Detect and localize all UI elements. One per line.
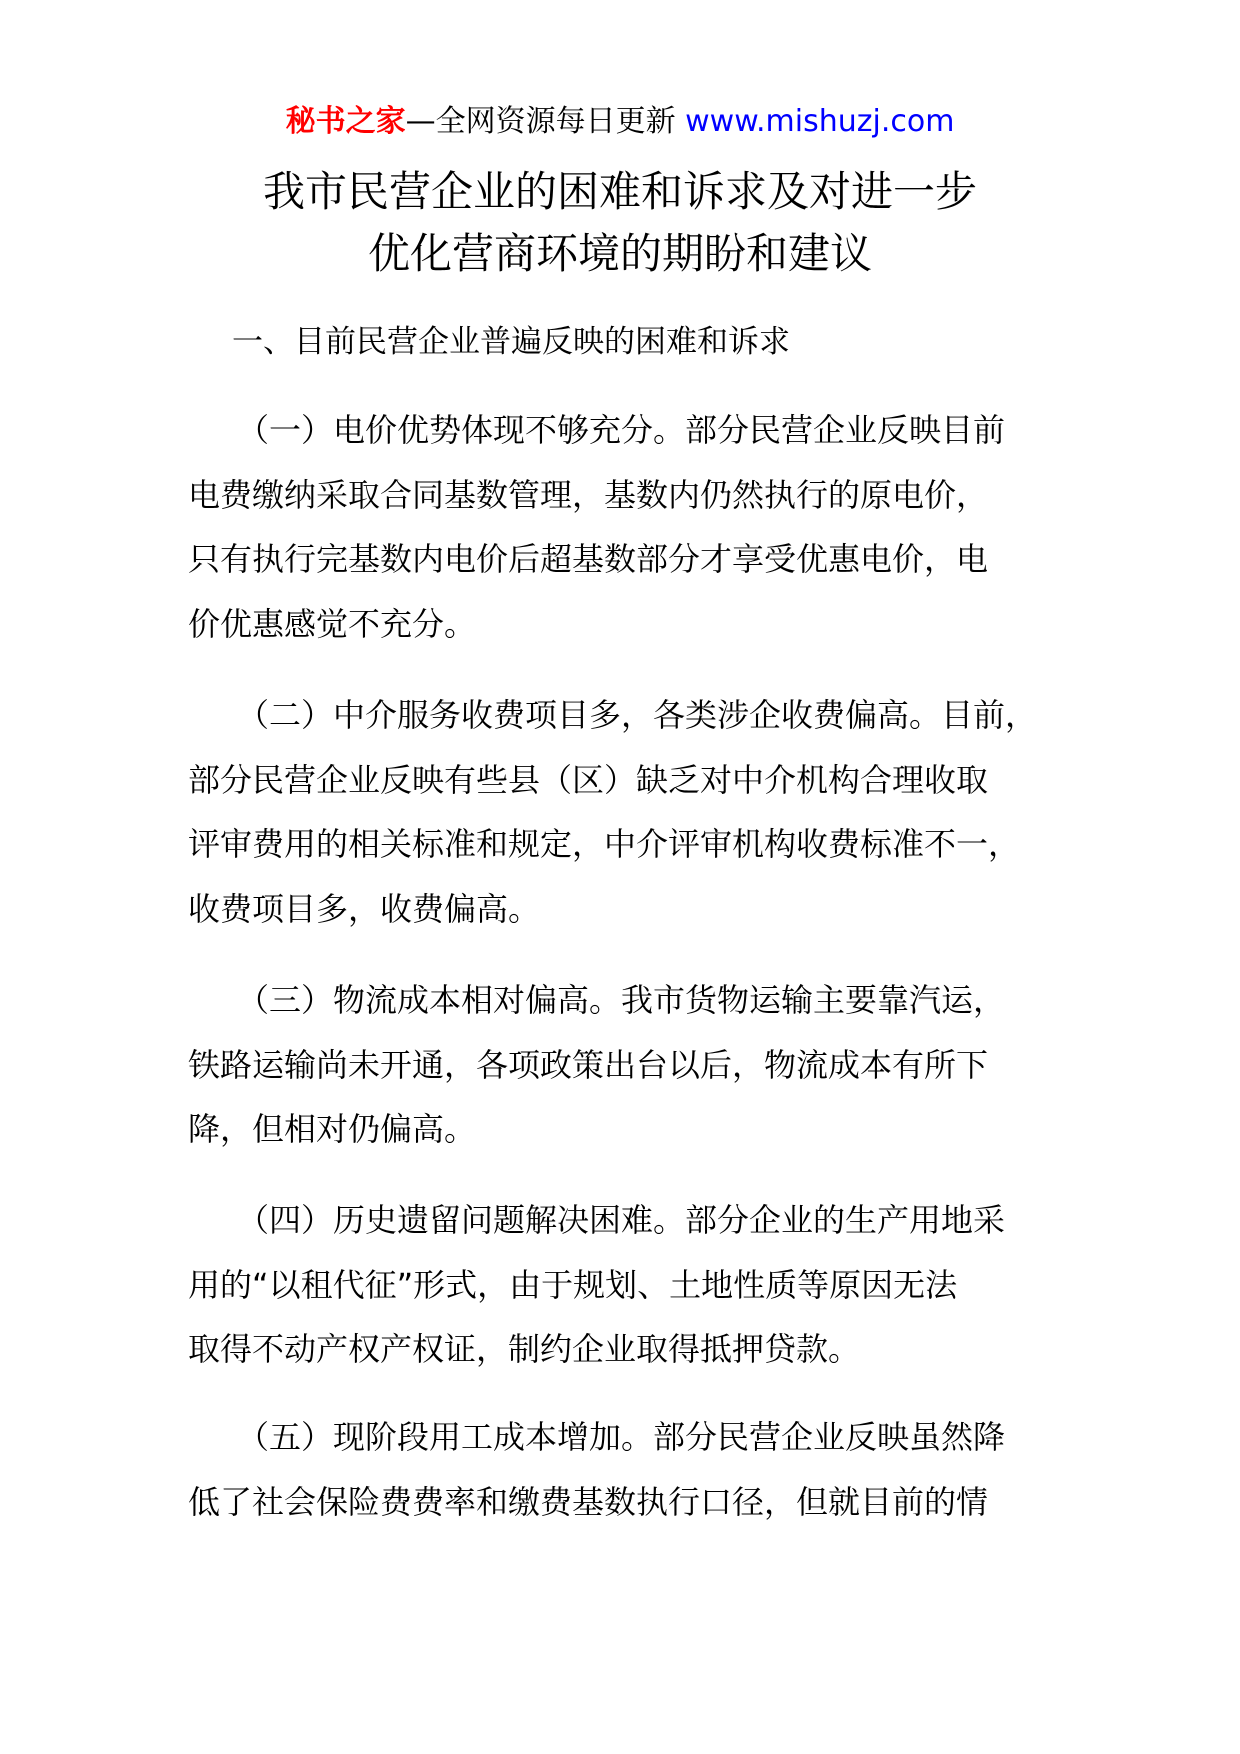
paragraph-line: （四）历史遗留问题解决困难。部分企业的生产用地采 bbox=[237, 1201, 1006, 1239]
paragraph-line: 电费缴纳采取合同基数管理，基数内仍然执行的原电价， bbox=[188, 475, 989, 514]
paragraph-line: 部分民营企业反映有些县（区）缺乏对中介机构合理收取 bbox=[188, 760, 989, 799]
paragraph-line: （三）物流成本相对偏高。我市货物运输主要靠汽运， bbox=[237, 981, 1006, 1019]
brand-name: 秘书之家 bbox=[285, 104, 406, 139]
site-url[interactable]: www.mishuzj.com bbox=[685, 104, 955, 139]
paragraph-line: 用的“以租代征”形式，由于规划、土地性质等原因无法 bbox=[188, 1265, 958, 1304]
site-banner bbox=[0, 100, 1240, 144]
paragraph-4 bbox=[188, 1188, 1068, 1382]
banner-slogan: —全网资源每日更新 bbox=[405, 104, 686, 139]
paragraph-line: 只有执行完基数内电价后超基数部分才享受优惠电价，电 bbox=[188, 540, 989, 578]
document-title-line-2: 优化营商环境的期盼和建议 bbox=[367, 229, 872, 278]
paragraph-line: （一）电价优势体现不够充分。部分民营企业反映目前 bbox=[237, 411, 1006, 449]
paragraph-1 bbox=[188, 398, 1068, 656]
paragraph-line: 收费项目多，收费偏高。 bbox=[188, 889, 541, 928]
paragraph-5 bbox=[188, 1405, 1068, 1534]
document-title-line-1: 我市民营企业的困难和诉求及对进一步 bbox=[262, 167, 977, 216]
paragraph-line: （二）中介服务收费项目多，各类涉企收费偏高。目前， bbox=[237, 696, 1038, 734]
paragraph-line: 价优惠感觉不充分。 bbox=[188, 604, 477, 643]
paragraph-line: 降，但相对仍偏高。 bbox=[188, 1110, 477, 1148]
paragraph-line: 取得不动产权产权证，制约企业取得抵押贷款。 bbox=[188, 1330, 861, 1368]
paragraph-2 bbox=[188, 683, 1068, 941]
paragraph-line: （五）现阶段用工成本增加。部分民营企业反映虽然降 bbox=[237, 1418, 1006, 1456]
paragraph-line: 铁路运输尚未开通，各项政策出台以后，物流成本有所下 bbox=[188, 1045, 989, 1084]
paragraph-3 bbox=[188, 968, 1068, 1162]
paragraph-line: 低了社会保险费费率和缴费基数执行口径，但就目前的情 bbox=[188, 1482, 989, 1521]
paragraph-line: 评审费用的相关标准和规定，中介评审机构收费标准不一， bbox=[188, 825, 1021, 863]
section-heading: 一、目前民营企业普遍反映的困难和诉求 bbox=[232, 324, 790, 360]
